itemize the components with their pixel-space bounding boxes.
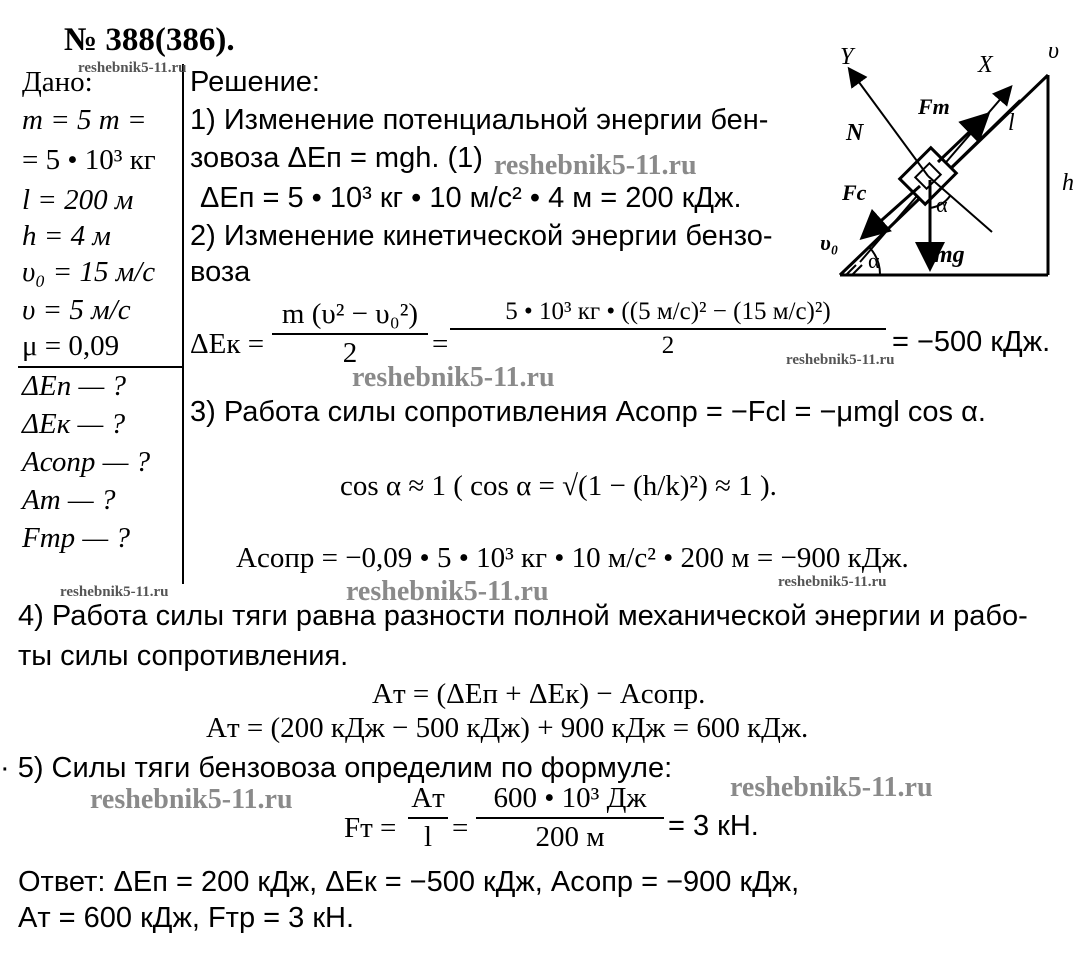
label-height: h [1062, 170, 1074, 196]
equals-sign: = [452, 812, 469, 844]
resistance-force-arrow [864, 186, 920, 236]
watermark-large: reshebnik5-11.ru [352, 362, 555, 393]
step-2-text-cont: воза [190, 256, 251, 288]
step-1-text: 1) Изменение потенциальной энергии бен- [190, 104, 769, 136]
step-2-text: 2) Изменение кинетической энергии бензо- [190, 220, 773, 252]
given-line: h = 4 м [22, 220, 111, 252]
step-5-lhs: Fт = [344, 812, 397, 844]
given-divider [18, 366, 182, 368]
given-line: μ = 0,09 [22, 330, 120, 362]
step-4-formula: Aт = (ΔEп + ΔEк) − Aсопр. [372, 678, 706, 710]
fraction-bar [450, 328, 886, 330]
fraction-bar [408, 817, 448, 819]
step-1-formula: зовоза ΔEп = mgh. (1) [190, 142, 483, 174]
given-separator [182, 64, 184, 584]
label-gravity: mg [934, 242, 965, 268]
label-normal-force: N [846, 120, 864, 146]
answer-line-2: Aт = 600 кДж, Fтр = 3 кН. [18, 902, 355, 934]
given-line: m = 5 т = [22, 104, 147, 136]
fraction-denominator: 2 [342, 337, 358, 369]
given-line: υ₀ = 15 м/с [22, 256, 156, 288]
label-x-axis: X [978, 52, 993, 78]
incline-force-diagram [820, 30, 1082, 280]
step-1-calc: ΔEп = 5 • 10³ кг • 10 м/с² • 4 м = 200 кДж. [200, 182, 742, 214]
step-4-text-cont: ты силы сопротивления. [18, 640, 349, 672]
step-2-lhs: ΔEк = [190, 328, 265, 360]
given-line: l = 200 м [22, 184, 134, 216]
unknown-line: Aсопр — ? [22, 446, 151, 478]
step-5-text: · 5) Силы тяги бензовоза определим по формуле: [0, 752, 673, 784]
label-alpha-box: α [936, 192, 948, 217]
watermark-large: reshebnik5-11.ru [90, 784, 293, 815]
fraction-numerator: Aт [411, 782, 445, 814]
label-traction-force: Fт [918, 94, 950, 119]
unknown-line: Fтр — ? [22, 522, 130, 554]
given-line: υ = 5 м/с [22, 294, 131, 326]
answer-line-1: Ответ: ΔEп = 200 кДж, ΔEк = −500 кДж, Aсопр = −900 кДж, [18, 866, 800, 898]
watermark-small: reshebnik5-11.ru [60, 584, 169, 600]
step-2-fraction-2 [450, 298, 886, 360]
watermark-small: reshebnik5-11.ru [786, 352, 895, 368]
watermark-small: reshebnik5-11.ru [778, 574, 887, 590]
unknown-line: Aт — ? [22, 484, 116, 516]
given-line: = 5 • 10³ кг [22, 144, 156, 176]
fraction-numerator: 600 • 10³ Дж [493, 782, 647, 814]
label-resistance-force: Fс [842, 180, 867, 205]
watermark-large: reshebnik5-11.ru [494, 150, 697, 181]
problem-number: № 388(386). [64, 22, 235, 58]
label-initial-velocity: υ₀ [820, 230, 839, 255]
fraction-numerator: m (υ² − υ₀²) [281, 298, 419, 330]
step-3-calc: Aсопр = −0,09 • 5 • 10³ кг • 10 м/с² • 200 м = −900 кДж. [236, 542, 909, 574]
fraction-denominator: 2 [661, 332, 675, 359]
fraction-denominator: 200 м [535, 821, 605, 853]
fraction-denominator: l [423, 821, 433, 853]
watermark-large: reshebnik5-11.ru [346, 576, 549, 607]
step-2-fraction-1 [272, 298, 428, 370]
fraction-bar [272, 333, 428, 335]
step-5-fraction-1 [408, 782, 448, 854]
step-3-text: 3) Работа силы сопротивления Aсопр = −Fсl = −μmgl cos α. [190, 396, 986, 428]
step-3-cos-approx: cos α ≈ 1 ( cos α = √(1 − (h/k)²) ≈ 1 ). [340, 470, 777, 502]
label-length: l [1008, 110, 1015, 136]
step-5-fraction-2 [476, 782, 664, 854]
step-4-text: 4) Работа силы тяги равна разности полной механической энергии и рабо- [18, 600, 1028, 632]
equals-sign: = [432, 328, 449, 360]
watermark-small: reshebnik5-11.ru [78, 60, 187, 76]
solution-header: Решение: [190, 66, 320, 98]
given-header: Дано: [22, 66, 93, 98]
label-velocity: υ [1048, 38, 1060, 64]
unknown-line: ΔEп — ? [22, 370, 127, 402]
label-y-axis: Y [840, 44, 854, 70]
step-5-result: = 3 кН. [668, 810, 759, 842]
unknown-line: ΔEк — ? [22, 408, 126, 440]
watermark-large: reshebnik5-11.ru [730, 772, 933, 803]
fraction-bar [476, 817, 664, 819]
label-alpha-base: α [868, 248, 880, 273]
fraction-numerator: 5 • 10³ кг • ((5 м/с)² − (15 м/с)²) [505, 298, 831, 325]
step-2-result: = −500 кДж. [892, 326, 1051, 358]
step-4-calc: Aт = (200 кДж − 500 кДж) + 900 кДж = 600 кДж. [206, 712, 809, 744]
